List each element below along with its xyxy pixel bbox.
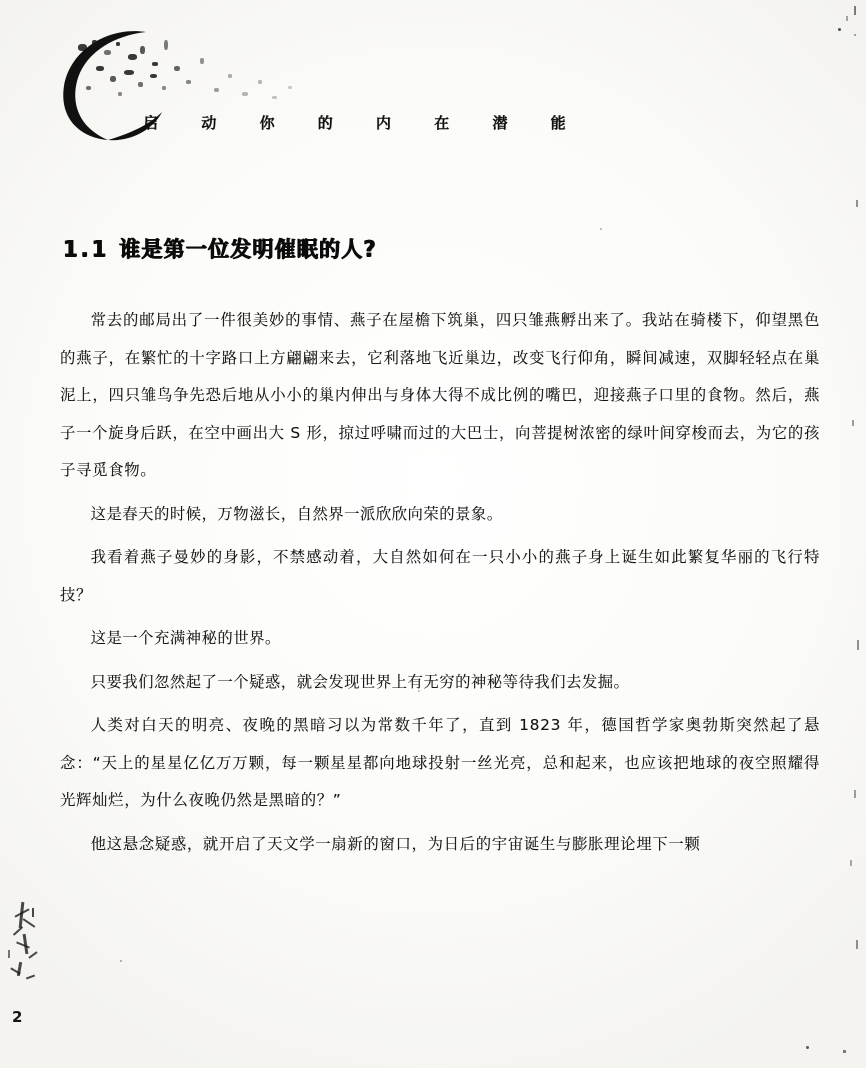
body-text-column <box>60 302 820 869</box>
page-masthead <box>28 14 588 144</box>
paragraph: 常去的邮局出了一件很美妙的事情、燕子在屋檐下筑巢，四只雏燕孵出来了。我站在骑楼下，仰望黑色的燕子，在繁忙的十字路口上方翩翩来去，它利落地飞近巢边，改变飞行仰角，瞬间减速，双脚轻轻点在巢泥上，四只雏鸟争先恐后地从小小的巢内伸出与身体大得不成比例的嘴巴，迎接燕子口里的食物。然后，燕子一个旋身后跃，在空中画出大 S 形，掠过呼啸而过的大巴士，向菩提树浓密的绿叶间穿梭而去，为它的孩子寻觅食物。 <box>60 311 820 479</box>
scan-speck <box>806 1046 809 1049</box>
paragraph: 人类对白天的明亮、夜晚的黑暗习以为常数千年了，直到 1823 年，德国哲学家奥勃斯突然起了悬念：“天上的星星亿亿万万颗，每一颗星星都向地球投射一丝光亮，总和起来，也应该把地球的夜空照耀得光辉灿烂，为什么夜晚仍然是黑暗的？” <box>60 716 820 809</box>
paragraph: 只要我们忽然起了一个疑惑，就会发现世界上有无穷的神秘等待我们去发掘。 <box>90 672 630 691</box>
scan-speck <box>120 960 122 962</box>
paragraph: 这是春天的时候，万物滋长，自然界一派欣欣向荣的景象。 <box>90 504 503 523</box>
scan-edge-marks <box>832 0 862 1068</box>
scan-speck <box>854 34 856 36</box>
paragraph: 这是一个充满神秘的世界。 <box>90 629 281 647</box>
scan-speckle-cluster <box>76 36 326 106</box>
scan-speck <box>418 690 420 692</box>
running-header-title: 启 动 你 的 内 在 潜 能 <box>143 114 585 132</box>
section-number: 1.1 <box>63 236 110 262</box>
scan-speck <box>600 228 602 230</box>
scan-speck <box>838 28 841 31</box>
section-title: 谁是第一位发明催眠的人? <box>119 236 377 262</box>
section-heading <box>63 232 377 263</box>
scan-artifact-smudge <box>6 900 54 995</box>
page-number: 2 <box>12 1008 23 1026</box>
paragraph: 我看着燕子曼妙的身影，不禁感动着，大自然如何在一只小小的燕子身上诞生如此繁复华丽的飞行特技？ <box>60 548 820 604</box>
paragraph: 他这悬念疑惑，就开启了天文学一扇新的窗口，为日后的宇宙诞生与膨胀理论埋下一颗 <box>90 834 701 853</box>
